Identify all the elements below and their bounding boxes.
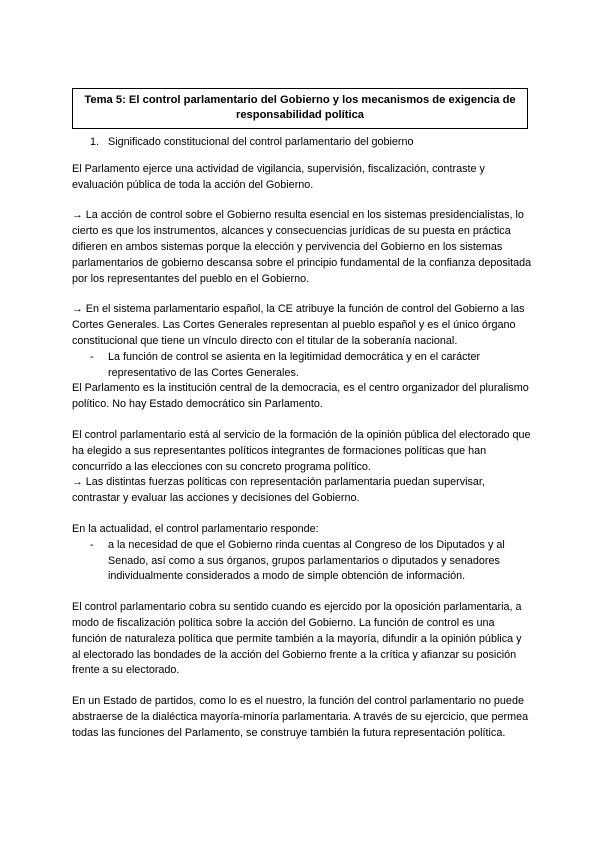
paragraph-7: El control parlamentario cobra su sentido cuando es ejercido por la oposición parlamentaria, a modo de fiscalización política sobre la acción del Gobierno. La función de control es una función de naturaleza política que permite también a la mayoría, difundir a la opinión pública y al electorado las bondades de la acción del Gobierno frente a la crítica y afianzar su posición frente a su electorado. [72, 601, 522, 677]
paragraph-6: En la actualidad, el control parlamentario responde: [72, 522, 319, 535]
paragraph-1: El Parlamento ejerce una actividad de vigilancia, supervisión, fiscalización, contraste y evaluación pública de toda la acción del Gobierno. [72, 162, 485, 191]
paragraph-2: → La acción de control sobre el Gobierno resulta esencial en los sistemas presidencialistas, lo cierto es que los instrumentos, alcances y consecuencias jurídicas de su puesta en práctica difieren en ambos sistemas porque la elección y pervivencia del Gobierno en los sistemas parlamentarios de gobierno descansa sobre el principio fundamental de la confianza depositada por los representantes del pueblo en el Gobierno. [72, 209, 532, 285]
paragraph-8: En un Estado de partidos, como lo es el nuestro, la función del control parlamentario no puede abstraerse de la dialéctica mayoría-minoría parlamentaria. A través de su ejercicio, que permea todas las funciones del Parlamento, se construye también la futura representación política. [72, 695, 529, 739]
list-item [90, 350, 532, 382]
section-heading [90, 135, 532, 151]
list-item-text: La función de control se asienta en la legitimidad democrática y en el carácter representativo de las Cortes Generales. [108, 350, 481, 379]
paragraph-4: El Parlamento es la institución central de la democracia, es el centro organizador del pluralismo político. No hay Estado democrático sin Parlamento. [72, 382, 529, 411]
bullet-dash: - [90, 350, 94, 363]
list-item [90, 538, 532, 585]
bullet-dash: - [90, 538, 94, 551]
section-heading-text: Significado constitucional del control parlamentario del gobierno [108, 136, 414, 148]
document-title: Tema 5: El control parlamentario del Gobierno y los mecanismos de exigencia de responsabilidad política [72, 88, 528, 129]
paragraph-5: El control parlamentario está al servicio de la formación de la opinión pública del electorado que ha elegido a sus representantes políticos integrantes de formaciones políticas que han concurrido a las elecciones con su concreto programa político. [72, 428, 531, 473]
paragraph-5b: → Las distintas fuerzas políticas con representación parlamentaria puedan supervisar, contrastar y evaluar las acciones y decisiones del Gobierno. [72, 476, 485, 505]
section-number: 1. [90, 136, 100, 148]
list-item-text: a la necesidad de que el Gobierno rinda cuentas al Congreso de los Diputados y al Senado, así como a sus órganos, grupos parlamentarios o diputados y senadores individualmente considerados a modo de simple obtención de información. [108, 538, 505, 583]
document-body [72, 135, 532, 742]
paragraph-3: → En el sistema parlamentario español, la CE atribuye la función de control del Gobierno a las Cortes Generales. Las Cortes Generales representan al pueblo español y es el único órgano constitucional que tiene un vínculo directo con el titular de la soberanía nacional. [72, 303, 525, 347]
